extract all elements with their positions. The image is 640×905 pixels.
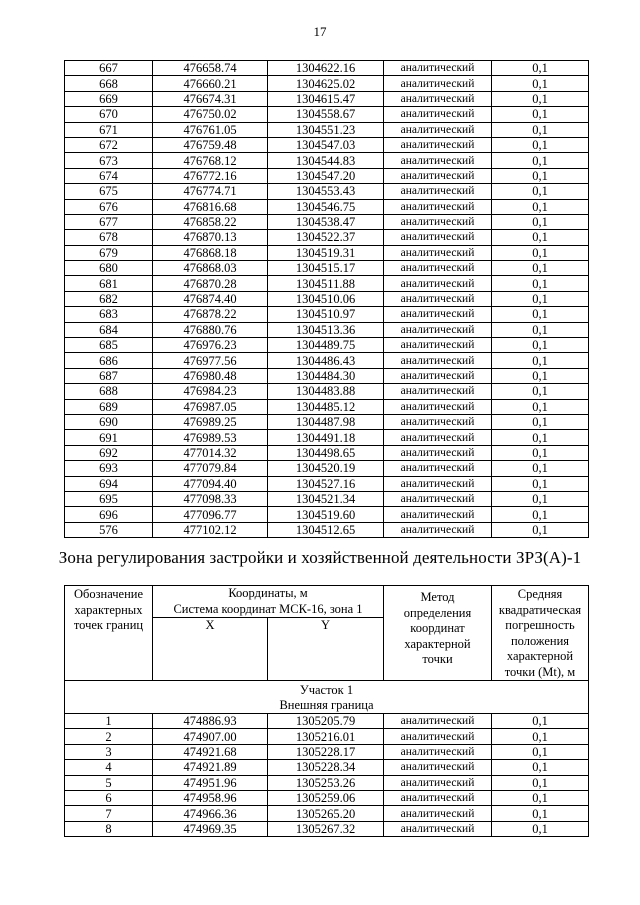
coord-y: 1305253.26 [268,775,384,790]
accuracy: 0,1 [492,153,589,168]
coord-x: 476750.02 [153,107,268,122]
point-id: 8 [65,821,153,836]
method: аналитический [384,430,492,445]
method: аналитический [384,214,492,229]
accuracy: 0,1 [492,491,589,506]
coord-y: 1304522.37 [268,230,384,245]
coord-x: 474969.35 [153,821,268,836]
point-id: 688 [65,384,153,399]
coord-y: 1304498.65 [268,445,384,460]
point-id: 687 [65,368,153,383]
accuracy: 0,1 [492,245,589,260]
accuracy: 0,1 [492,276,589,291]
coord-x: 474886.93 [153,714,268,729]
coord-x: 476878.22 [153,307,268,322]
coord-y: 1304489.75 [268,338,384,353]
method: аналитический [384,760,492,775]
method: аналитический [384,137,492,152]
coord-y: 1304551.23 [268,122,384,137]
accuracy: 0,1 [492,291,589,306]
point-id: 684 [65,322,153,337]
point-id: 695 [65,491,153,506]
table-row [65,430,589,445]
table-row [65,245,589,260]
point-id: 693 [65,461,153,476]
coord-x: 476858.22 [153,214,268,229]
method: аналитический [384,522,492,537]
header-method: Метод определения координат характерной точки [384,586,492,681]
table-row [65,821,589,836]
table-row [65,153,589,168]
accuracy: 0,1 [492,107,589,122]
point-id: 678 [65,230,153,245]
accuracy: 0,1 [492,322,589,337]
point-id: 5 [65,775,153,790]
coord-x: 476868.03 [153,261,268,276]
method: аналитический [384,491,492,506]
method: аналитический [384,507,492,522]
accuracy: 0,1 [492,168,589,183]
point-id: 4 [65,760,153,775]
coord-x: 476774.71 [153,184,268,199]
coord-x: 476976.23 [153,338,268,353]
table-row [65,61,589,76]
method: аналитический [384,153,492,168]
method: аналитический [384,414,492,429]
page-number: 17 [313,24,327,39]
accuracy: 0,1 [492,507,589,522]
coord-y: 1305265.20 [268,806,384,821]
table-row [65,399,589,414]
coord-x: 474958.96 [153,790,268,805]
accuracy: 0,1 [492,230,589,245]
accuracy: 0,1 [492,775,589,790]
coord-y: 1304485.12 [268,399,384,414]
table-row [65,137,589,152]
method: аналитический [384,461,492,476]
coord-x: 476761.05 [153,122,268,137]
coord-y: 1304553.43 [268,184,384,199]
point-id: 692 [65,445,153,460]
coordinates-table-continued [64,60,589,538]
table-row [65,790,589,805]
method: аналитический [384,384,492,399]
coord-y: 1304547.03 [268,137,384,152]
method: аналитический [384,184,492,199]
coord-y: 1304521.34 [268,491,384,506]
coord-y: 1304487.98 [268,414,384,429]
accuracy: 0,1 [492,445,589,460]
accuracy: 0,1 [492,476,589,491]
accuracy: 0,1 [492,199,589,214]
table-row [65,414,589,429]
coord-x: 476658.74 [153,61,268,76]
accuracy: 0,1 [492,76,589,91]
point-id: 672 [65,137,153,152]
coord-y: 1304510.97 [268,307,384,322]
method: аналитический [384,261,492,276]
method: аналитический [384,729,492,744]
method: аналитический [384,122,492,137]
coord-x: 476987.05 [153,399,268,414]
coord-x: 477098.33 [153,491,268,506]
coord-x: 474921.68 [153,744,268,759]
coord-y: 1304483.88 [268,384,384,399]
accuracy: 0,1 [492,61,589,76]
point-id: 696 [65,507,153,522]
table-row [65,760,589,775]
coord-y: 1304546.75 [268,199,384,214]
table-row [65,775,589,790]
coord-y: 1304510.06 [268,291,384,306]
table-row [65,107,589,122]
method: аналитический [384,76,492,91]
table-row [65,368,589,383]
method: аналитический [384,307,492,322]
point-id: 576 [65,522,153,537]
coord-y: 1304625.02 [268,76,384,91]
coord-x: 476874.40 [153,291,268,306]
table-row [65,507,589,522]
method: аналитический [384,821,492,836]
method: аналитический [384,790,492,805]
table-row [65,76,589,91]
table-row [65,307,589,322]
coord-y: 1305205.79 [268,714,384,729]
section-label [65,681,589,714]
coord-x: 477096.77 [153,507,268,522]
coord-x: 476868.18 [153,245,268,260]
method: аналитический [384,399,492,414]
coord-y: 1304538.47 [268,214,384,229]
table-row [65,291,589,306]
accuracy: 0,1 [492,414,589,429]
method: аналитический [384,338,492,353]
coord-y: 1304511.88 [268,276,384,291]
accuracy: 0,1 [492,806,589,821]
accuracy: 0,1 [492,338,589,353]
method: аналитический [384,353,492,368]
point-id: 680 [65,261,153,276]
point-id: 682 [65,291,153,306]
point-id: 691 [65,430,153,445]
coord-x: 474966.36 [153,806,268,821]
coord-x: 477014.32 [153,445,268,460]
accuracy: 0,1 [492,760,589,775]
point-id: 679 [65,245,153,260]
coord-x: 474907.00 [153,729,268,744]
table-row [65,91,589,106]
method: аналитический [384,61,492,76]
table-row [65,214,589,229]
accuracy: 0,1 [492,261,589,276]
point-id: 671 [65,122,153,137]
point-id: 683 [65,307,153,322]
subsection-name: Внешняя граница [279,698,374,712]
header-error: Средняя квадратическая погрешность положения характерной точки (Mt), м [492,586,589,681]
method: аналитический [384,230,492,245]
coord-x: 477102.12 [153,522,268,537]
coord-y: 1305267.32 [268,821,384,836]
table-row [65,384,589,399]
coord-y: 1304527.16 [268,476,384,491]
coord-x: 474921.89 [153,760,268,775]
section-title: Зона регулирования застройки и хозяйственной деятельности ЗРЗ(А)-1 [58,548,582,567]
table-row [65,168,589,183]
point-id: 675 [65,184,153,199]
accuracy: 0,1 [492,353,589,368]
coordinates-table-zrz [64,585,589,837]
section-name: Участок 1 [299,683,354,697]
coord-y: 1304519.31 [268,245,384,260]
method: аналитический [384,744,492,759]
table-row [65,122,589,137]
point-id: 676 [65,199,153,214]
coord-x: 477079.84 [153,461,268,476]
coord-y: 1304515.17 [268,261,384,276]
accuracy: 0,1 [492,122,589,137]
point-id: 670 [65,107,153,122]
coord-y: 1305216.01 [268,729,384,744]
method: аналитический [384,476,492,491]
coord-x: 476870.28 [153,276,268,291]
header-x: X [153,618,268,681]
coord-y: 1304512.65 [268,522,384,537]
coord-x: 476984.23 [153,384,268,399]
point-id: 667 [65,61,153,76]
table-row [65,230,589,245]
table-row [65,461,589,476]
accuracy: 0,1 [492,714,589,729]
coord-x: 476870.13 [153,230,268,245]
table-row [65,714,589,729]
point-id: 677 [65,214,153,229]
table-row [65,276,589,291]
point-id: 6 [65,790,153,805]
method: аналитический [384,107,492,122]
accuracy: 0,1 [492,368,589,383]
table-row [65,476,589,491]
method: аналитический [384,245,492,260]
coord-y: 1304519.60 [268,507,384,522]
coord-x: 476977.56 [153,353,268,368]
method: аналитический [384,445,492,460]
coord-y: 1304486.43 [268,353,384,368]
accuracy: 0,1 [492,307,589,322]
coord-x: 476880.76 [153,322,268,337]
point-id: 3 [65,744,153,759]
point-id: 674 [65,168,153,183]
point-id: 694 [65,476,153,491]
coord-y: 1304622.16 [268,61,384,76]
point-id: 689 [65,399,153,414]
coord-x: 476759.48 [153,137,268,152]
table-row [65,338,589,353]
point-id: 1 [65,714,153,729]
coord-y: 1304520.19 [268,461,384,476]
point-id: 668 [65,76,153,91]
coord-y: 1304547.20 [268,168,384,183]
coord-x: 476768.12 [153,153,268,168]
point-id: 669 [65,91,153,106]
accuracy: 0,1 [492,790,589,805]
coord-y: 1305228.34 [268,760,384,775]
table-row [65,806,589,821]
table-row [65,491,589,506]
table-row [65,199,589,214]
header-coordinates [153,586,384,618]
table-row [65,445,589,460]
accuracy: 0,1 [492,430,589,445]
method: аналитический [384,168,492,183]
method: аналитический [384,322,492,337]
coord-y: 1305259.06 [268,790,384,805]
coord-x: 476989.53 [153,430,268,445]
coord-y: 1304544.83 [268,153,384,168]
coord-y: 1304513.36 [268,322,384,337]
table-row [65,261,589,276]
table-row [65,729,589,744]
accuracy: 0,1 [492,522,589,537]
accuracy: 0,1 [492,384,589,399]
accuracy: 0,1 [492,821,589,836]
coord-y: 1304484.30 [268,368,384,383]
coord-x: 476772.16 [153,168,268,183]
header-point: Обозначение характерных точек границ [65,586,153,681]
coord-x: 476674.31 [153,91,268,106]
header-coords-label: Координаты, м [228,586,308,600]
header-y: Y [268,618,384,681]
coord-y: 1304558.67 [268,107,384,122]
header-system-label: Система координат МСК-16, зона 1 [173,601,363,616]
accuracy: 0,1 [492,137,589,152]
coord-x: 476660.21 [153,76,268,91]
accuracy: 0,1 [492,214,589,229]
coord-x: 477094.40 [153,476,268,491]
point-id: 681 [65,276,153,291]
method: аналитический [384,199,492,214]
accuracy: 0,1 [492,744,589,759]
method: аналитический [384,91,492,106]
coord-y: 1304491.18 [268,430,384,445]
table-row [65,353,589,368]
point-id: 685 [65,338,153,353]
point-id: 686 [65,353,153,368]
point-id: 690 [65,414,153,429]
point-id: 2 [65,729,153,744]
table-row [65,322,589,337]
method: аналитический [384,291,492,306]
method: аналитический [384,368,492,383]
table-row [65,744,589,759]
coord-y: 1304615.47 [268,91,384,106]
point-id: 7 [65,806,153,821]
table-row [65,522,589,537]
accuracy: 0,1 [492,399,589,414]
accuracy: 0,1 [492,461,589,476]
method: аналитический [384,276,492,291]
coord-x: 476989.25 [153,414,268,429]
table-row [65,184,589,199]
point-id: 673 [65,153,153,168]
coord-y: 1305228.17 [268,744,384,759]
method: аналитический [384,714,492,729]
accuracy: 0,1 [492,91,589,106]
method: аналитический [384,775,492,790]
coord-x: 476980.48 [153,368,268,383]
accuracy: 0,1 [492,729,589,744]
accuracy: 0,1 [492,184,589,199]
coord-x: 476816.68 [153,199,268,214]
method: аналитический [384,806,492,821]
coord-x: 474951.96 [153,775,268,790]
